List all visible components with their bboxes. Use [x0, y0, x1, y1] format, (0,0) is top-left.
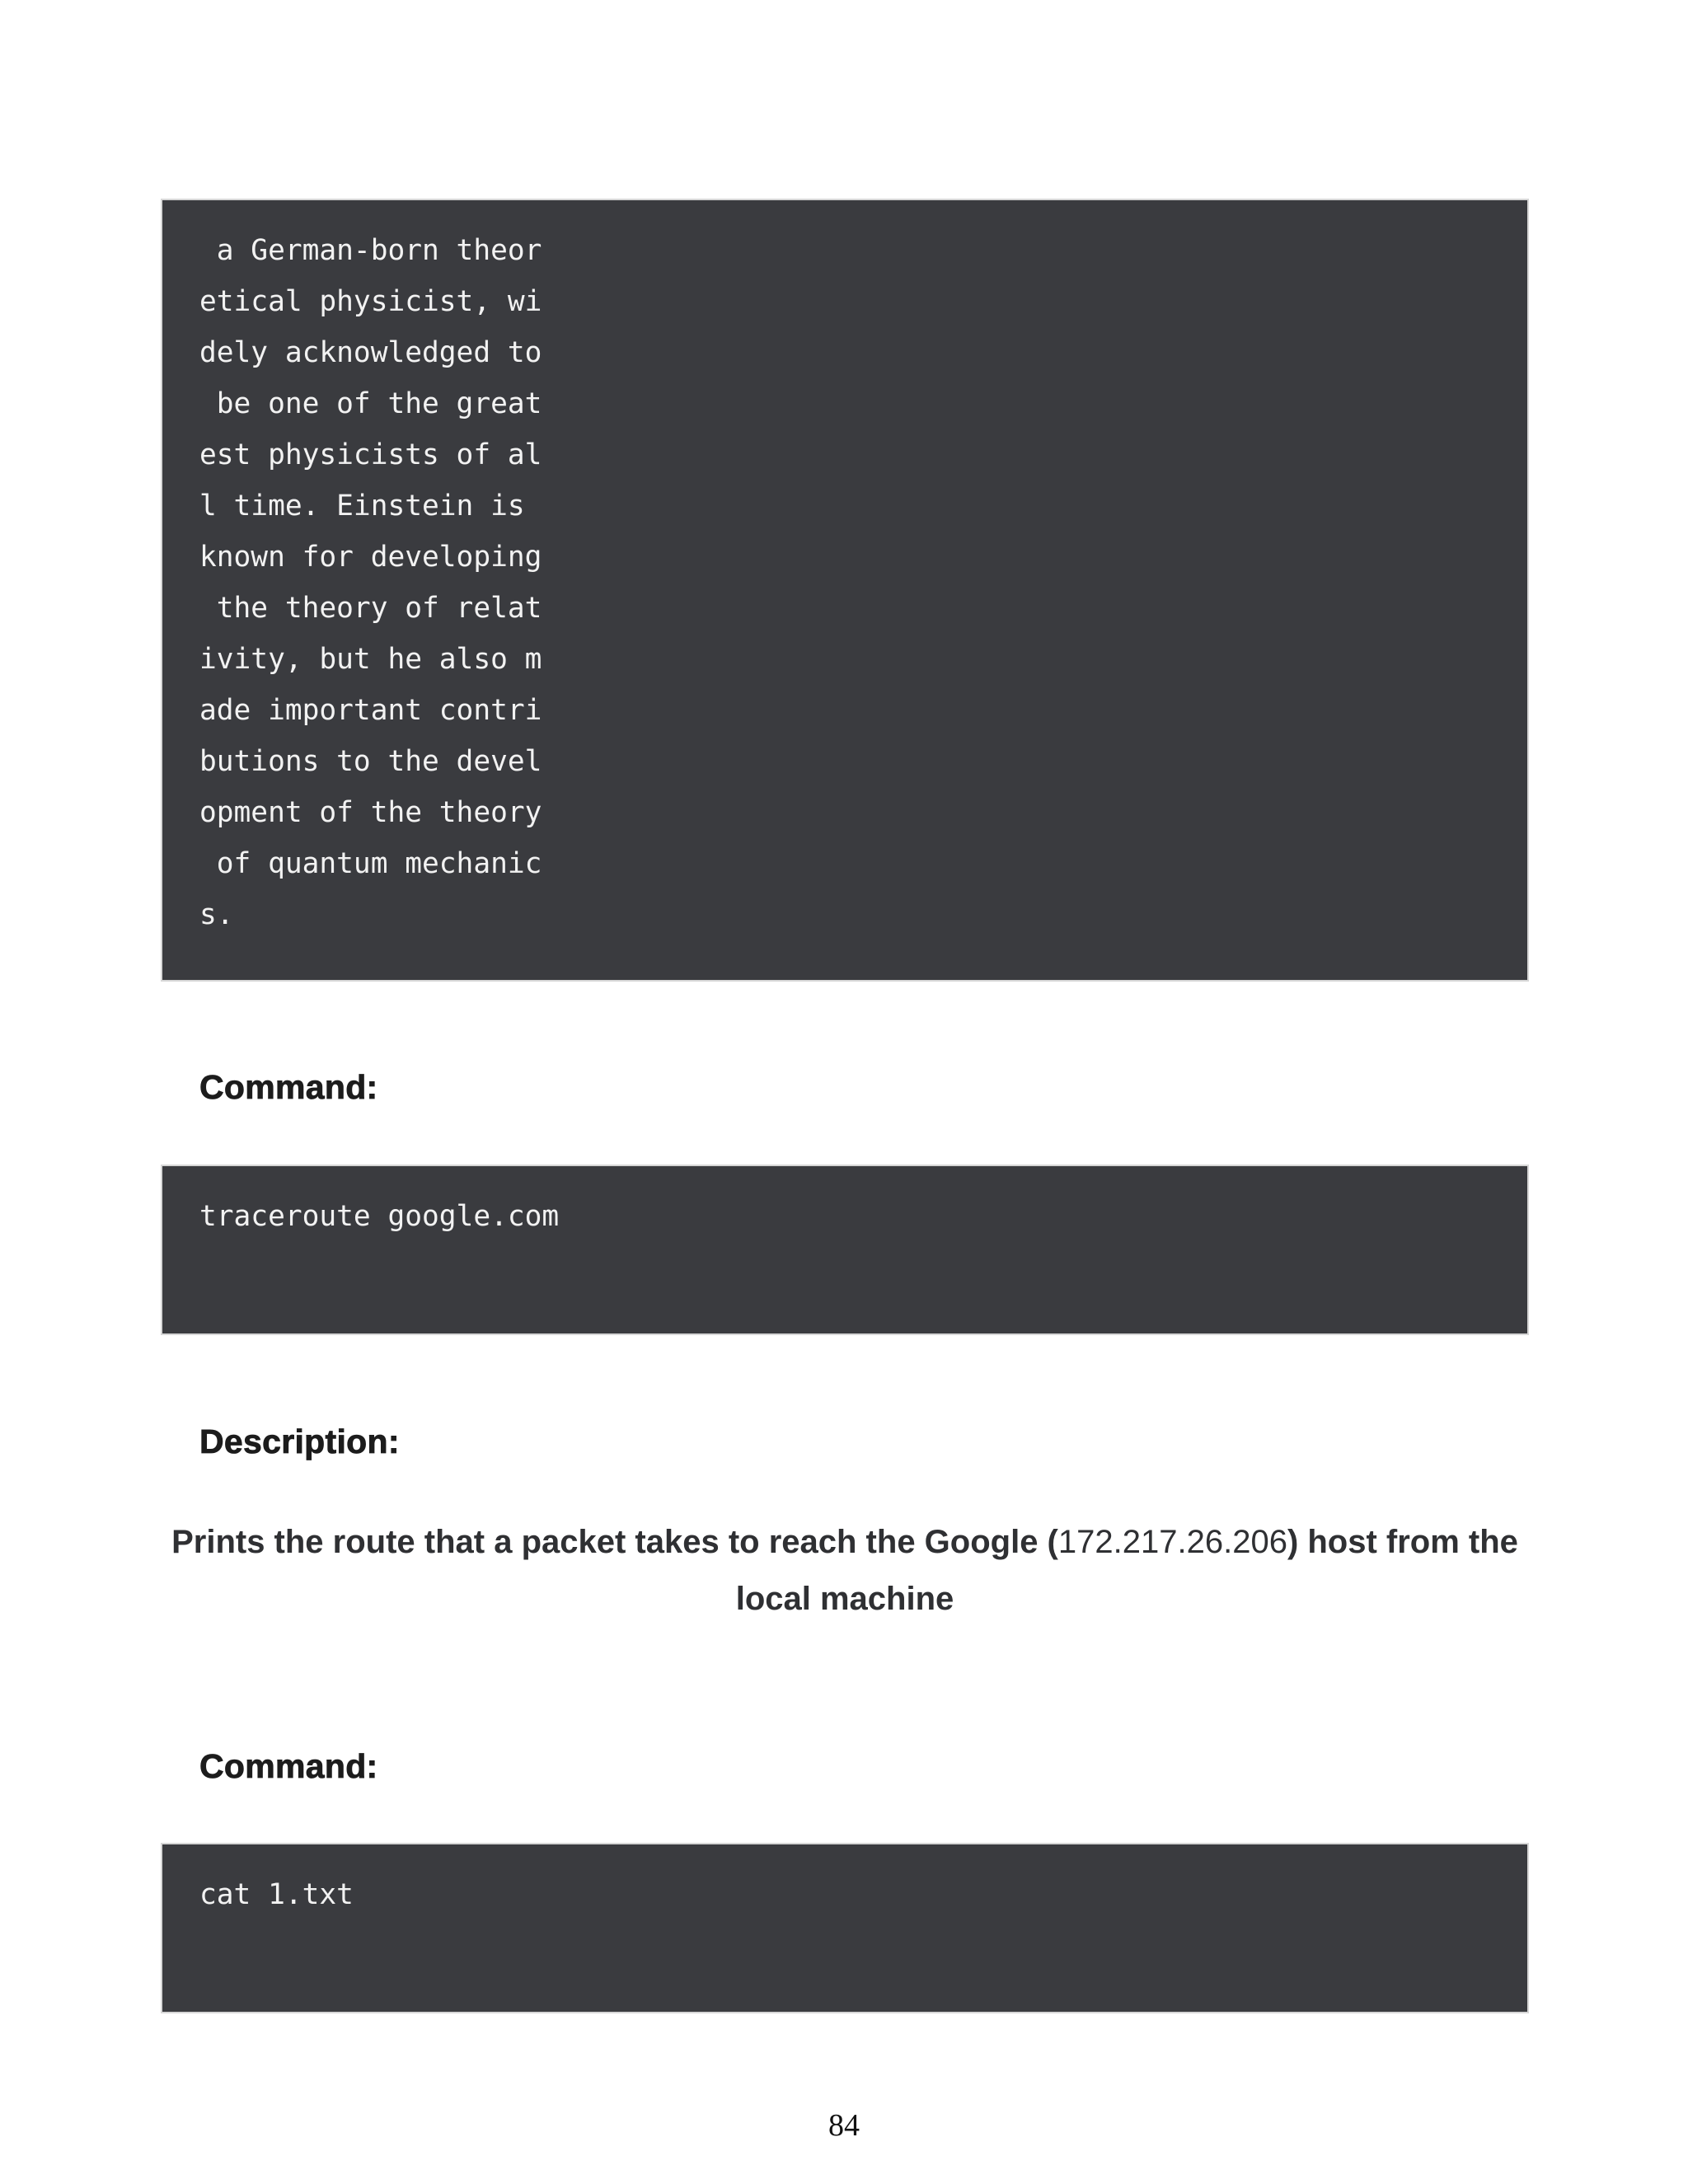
description-heading: Description:	[199, 1422, 400, 1460]
output-line: the theory of relat	[199, 592, 542, 625]
output-line: of quantum mechanic	[199, 847, 542, 880]
output-line: known for developing	[199, 541, 542, 574]
command-text: traceroute google.com	[199, 1200, 560, 1233]
output-line: opment of the theory	[199, 796, 542, 829]
output-line: a German-born theor	[199, 234, 542, 267]
output-line: l time. Einstein is	[199, 490, 542, 523]
output-code-block	[161, 199, 1529, 982]
description-text-after: ) host from the local machine	[735, 1524, 1518, 1617]
output-line: dely acknowledged to	[199, 336, 542, 369]
command-heading: Command:	[199, 1068, 378, 1106]
output-line: est physicists of al	[199, 438, 542, 471]
command-text: cat 1.txt	[199, 1878, 354, 1911]
ip-address: 172.217.26.206	[1057, 1524, 1287, 1560]
output-line: etical physicist, wi	[199, 285, 542, 318]
description-text	[161, 1514, 1529, 1628]
output-line: ivity, but he also m	[199, 643, 542, 676]
output-line: butions to the devel	[199, 745, 542, 778]
output-line: s.	[199, 898, 234, 931]
output-line: ade important contri	[199, 694, 542, 727]
command-heading: Command:	[199, 1747, 378, 1785]
output-line: be one of the great	[199, 387, 542, 420]
page-number: 84	[828, 2108, 860, 2143]
command-code-block	[161, 1165, 1529, 1335]
description-text-before: Prints the route that a packet takes to reach the Google (	[171, 1524, 1058, 1560]
command-code-block	[161, 1843, 1529, 2013]
